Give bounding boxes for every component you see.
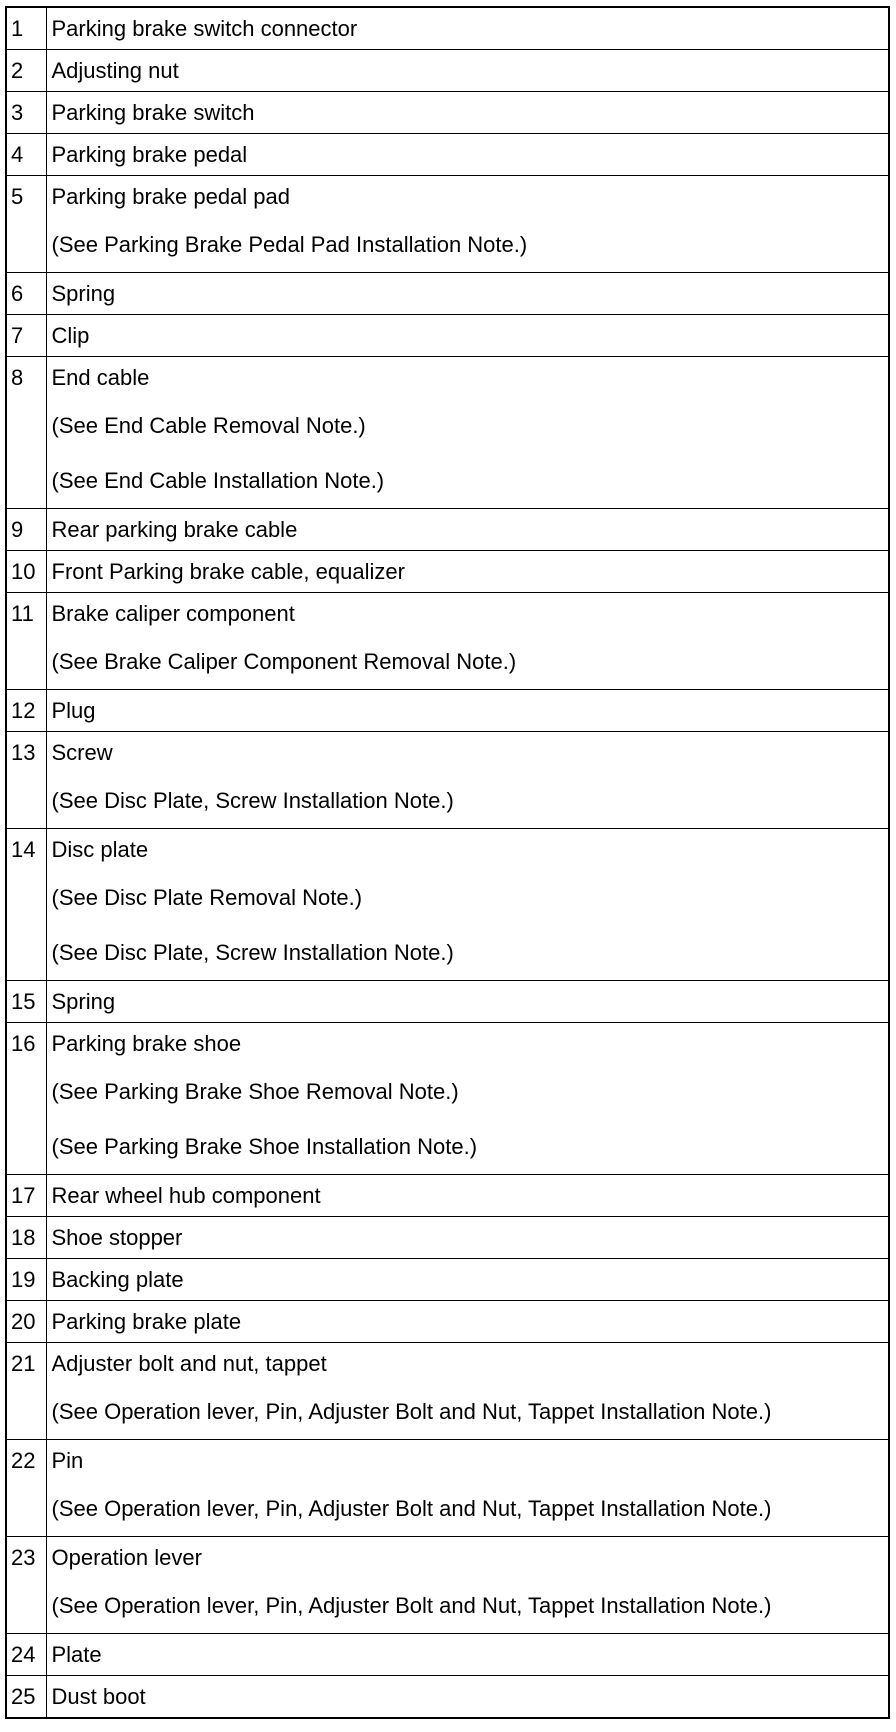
item-number: 25 — [11, 1684, 36, 1709]
item-note: (See Disc Plate, Screw Installation Note.) — [51, 788, 454, 813]
item-description: Plate — [51, 1642, 102, 1667]
item-number-cell — [6, 1259, 46, 1301]
item-number: 3 — [11, 100, 24, 125]
table-row — [6, 1175, 889, 1217]
item-description: Parking brake shoe — [51, 1031, 242, 1056]
item-description: Rear wheel hub component — [51, 1183, 321, 1208]
item-note: (See Disc Plate, Screw Installation Note.) — [51, 940, 454, 965]
item-description-cell — [46, 50, 889, 92]
item-number: 17 — [11, 1183, 36, 1208]
item-number-cell — [6, 1175, 46, 1217]
item-number-cell — [6, 315, 46, 357]
item-description: Spring — [51, 281, 116, 306]
item-description: Backing plate — [51, 1267, 184, 1292]
item-number-cell — [6, 690, 46, 732]
table-row — [6, 92, 889, 134]
item-description-cell — [46, 690, 889, 732]
item-description: Parking brake switch connector — [51, 16, 358, 41]
table-row — [6, 732, 889, 829]
item-description: End cable — [51, 365, 150, 390]
item-number: 4 — [11, 142, 24, 167]
item-number: 24 — [11, 1642, 36, 1667]
parts-table-body — [6, 7, 889, 1718]
table-row — [6, 273, 889, 315]
item-description-cell — [46, 357, 889, 509]
item-description-cell — [46, 1634, 889, 1676]
item-number: 23 — [11, 1545, 36, 1570]
item-note: (See Operation lever, Pin, Adjuster Bolt and Nut, Tappet Installation Note.) — [51, 1496, 772, 1521]
item-number: 15 — [11, 989, 36, 1014]
item-description-cell — [46, 551, 889, 593]
table-row — [6, 1634, 889, 1676]
item-description-cell — [46, 593, 889, 690]
item-number-cell — [6, 509, 46, 551]
table-row — [6, 357, 889, 509]
item-note: (See Operation lever, Pin, Adjuster Bolt and Nut, Tappet Installation Note.) — [51, 1399, 772, 1424]
item-description-cell — [46, 134, 889, 176]
table-row — [6, 1343, 889, 1440]
table-row — [6, 1537, 889, 1634]
item-note: (See End Cable Installation Note.) — [51, 468, 385, 493]
table-row — [6, 7, 889, 50]
item-description: Parking brake pedal — [51, 142, 248, 167]
item-number-cell — [6, 1634, 46, 1676]
table-row — [6, 1440, 889, 1537]
item-description-cell — [46, 981, 889, 1023]
item-number-cell — [6, 1440, 46, 1537]
table-row — [6, 315, 889, 357]
item-note: (See Parking Brake Pedal Pad Installation Note.) — [51, 232, 528, 257]
item-description-cell — [46, 1301, 889, 1343]
item-description-cell — [46, 509, 889, 551]
item-description-cell — [46, 7, 889, 50]
item-number-cell — [6, 92, 46, 134]
table-row — [6, 509, 889, 551]
item-number-cell — [6, 981, 46, 1023]
item-number: 5 — [11, 184, 24, 209]
item-number-cell — [6, 1217, 46, 1259]
item-note: (See Disc Plate Removal Note.) — [51, 885, 363, 910]
table-row — [6, 1676, 889, 1719]
item-description: Screw — [51, 740, 113, 765]
item-number: 19 — [11, 1267, 36, 1292]
item-number-cell — [6, 50, 46, 92]
item-description-cell — [46, 1259, 889, 1301]
item-number-cell — [6, 551, 46, 593]
item-description-cell — [46, 732, 889, 829]
item-number: 18 — [11, 1225, 36, 1250]
item-description: Spring — [51, 989, 116, 1014]
item-description: Brake caliper component — [51, 601, 295, 626]
item-number: 6 — [11, 281, 24, 306]
item-number-cell — [6, 1537, 46, 1634]
item-description: Adjuster bolt and nut, tappet — [51, 1351, 327, 1376]
item-number-cell — [6, 176, 46, 273]
item-note: (See Parking Brake Shoe Removal Note.) — [51, 1079, 459, 1104]
item-description-cell — [46, 1537, 889, 1634]
table-row — [6, 829, 889, 981]
item-number-cell — [6, 1676, 46, 1719]
item-number-cell — [6, 1301, 46, 1343]
item-description-cell — [46, 315, 889, 357]
item-description-cell — [46, 176, 889, 273]
item-number-cell — [6, 1343, 46, 1440]
item-description: Front Parking brake cable, equalizer — [51, 559, 405, 584]
item-description: Parking brake plate — [51, 1309, 242, 1334]
table-row — [6, 1217, 889, 1259]
item-number: 21 — [11, 1351, 36, 1376]
item-note: (See Operation lever, Pin, Adjuster Bolt and Nut, Tappet Installation Note.) — [51, 1593, 772, 1618]
item-number-cell — [6, 732, 46, 829]
item-number: 9 — [11, 517, 24, 542]
table-row — [6, 551, 889, 593]
item-description: Operation lever — [51, 1545, 202, 1570]
table-row — [6, 981, 889, 1023]
table-row — [6, 1259, 889, 1301]
item-description-cell — [46, 1175, 889, 1217]
item-number-cell — [6, 134, 46, 176]
item-number-cell — [6, 273, 46, 315]
item-number-cell — [6, 1023, 46, 1175]
item-number-cell — [6, 357, 46, 509]
table-row — [6, 134, 889, 176]
item-description: Pin — [51, 1448, 84, 1473]
item-number: 12 — [11, 698, 36, 723]
table-row — [6, 1301, 889, 1343]
table-row — [6, 176, 889, 273]
item-description-cell — [46, 1217, 889, 1259]
item-description-cell — [46, 1023, 889, 1175]
item-description: Clip — [51, 323, 90, 348]
item-description-cell — [46, 1676, 889, 1719]
item-description-cell — [46, 1440, 889, 1537]
table-row — [6, 1023, 889, 1175]
item-description: Adjusting nut — [51, 58, 179, 83]
parts-table — [5, 6, 890, 1719]
item-description: Rear parking brake cable — [51, 517, 298, 542]
item-note: (See End Cable Removal Note.) — [51, 413, 366, 438]
item-number: 22 — [11, 1448, 36, 1473]
item-number-cell — [6, 7, 46, 50]
item-number: 16 — [11, 1031, 36, 1056]
item-description-cell — [46, 1343, 889, 1440]
item-number: 2 — [11, 58, 24, 83]
item-number: 13 — [11, 740, 36, 765]
item-description-cell — [46, 273, 889, 315]
item-description: Parking brake pedal pad — [51, 184, 290, 209]
item-number: 10 — [11, 559, 36, 584]
item-description: Dust boot — [51, 1684, 146, 1709]
item-number: 1 — [11, 16, 24, 41]
item-description: Disc plate — [51, 837, 149, 862]
item-number: 14 — [11, 837, 36, 862]
item-number-cell — [6, 829, 46, 981]
item-number-cell — [6, 593, 46, 690]
item-note: (See Parking Brake Shoe Installation Note.) — [51, 1134, 478, 1159]
item-number: 11 — [11, 601, 34, 626]
item-description-cell — [46, 92, 889, 134]
item-number: 7 — [11, 323, 24, 348]
item-note: (See Brake Caliper Component Removal Note.) — [51, 649, 517, 674]
table-row — [6, 50, 889, 92]
item-number: 20 — [11, 1309, 36, 1334]
item-description: Parking brake switch — [51, 100, 255, 125]
item-description: Shoe stopper — [51, 1225, 183, 1250]
table-row — [6, 593, 889, 690]
item-number: 8 — [11, 365, 24, 390]
item-description: Plug — [51, 698, 96, 723]
item-description-cell — [46, 829, 889, 981]
table-row — [6, 690, 889, 732]
